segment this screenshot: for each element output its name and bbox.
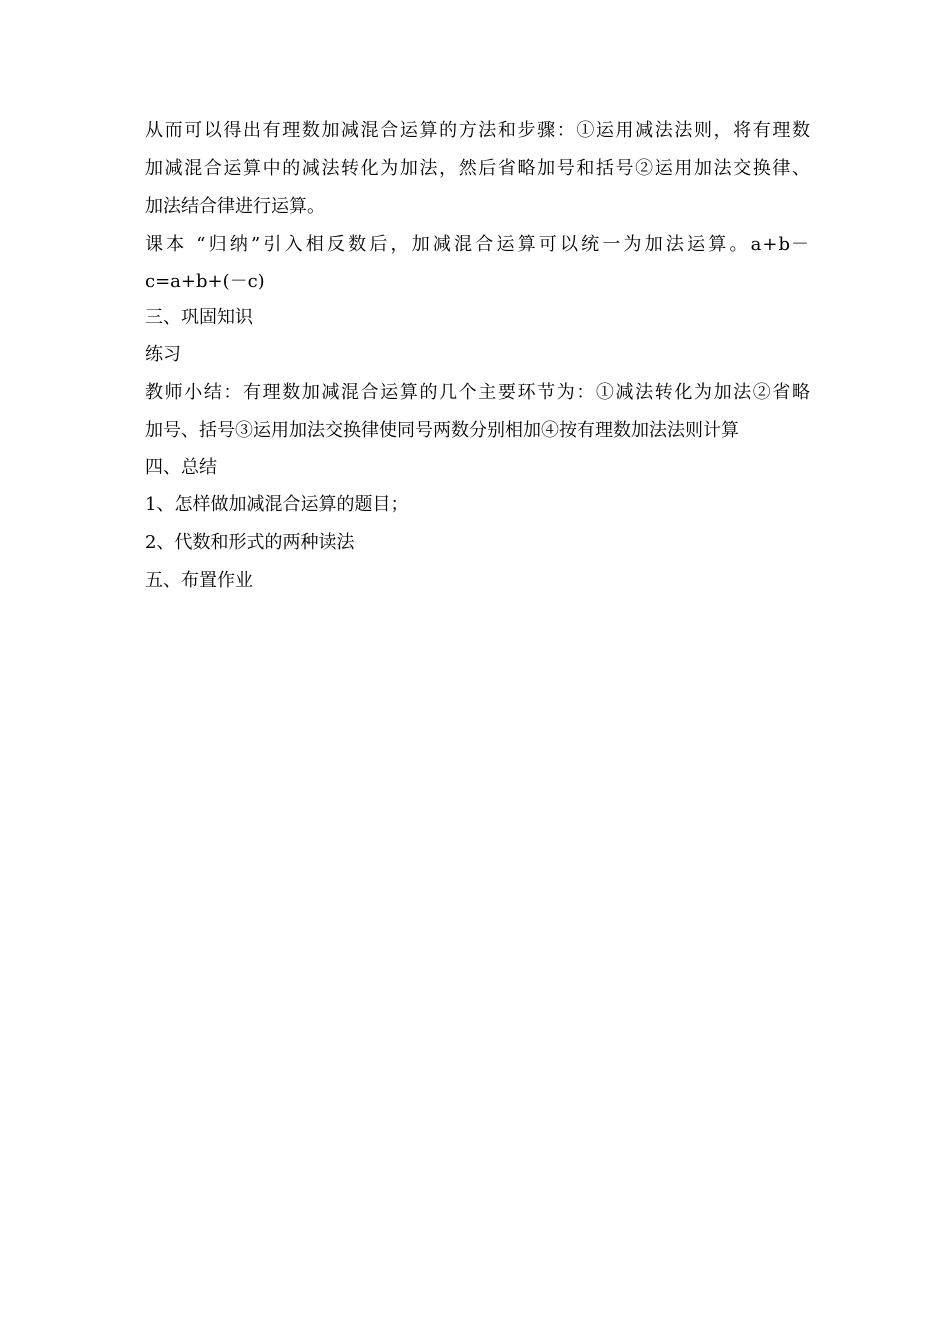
section-heading-consolidate: 三、巩固知识: [145, 307, 253, 328]
section-heading-homework: 五、布置作业: [145, 570, 253, 591]
exercise-label: 练习: [145, 344, 181, 365]
teacher-summary-line-2: 加号、括号③运用加法交换律使同号两数分别相加④按有理数加法法则计算: [145, 420, 739, 441]
summary-item-1: 1、怎样做加减混合运算的题目；: [145, 494, 409, 515]
paragraph-line-1: 从而可以得出有理数加减混合运算的方法和步骤：①运用减法法则，将有理数: [145, 120, 810, 141]
paragraph-line-4: 课本 “归纳”引入相反数后，加减混合运算可以统一为加法运算。a+b－: [145, 234, 810, 255]
summary-item-2: 2、代数和形式的两种读法: [145, 532, 355, 553]
teacher-summary-line-1: 教师小结：有理数加减混合运算的几个主要环节为：①减法转化为加法②省略: [145, 382, 810, 403]
document-body: [145, 112, 810, 600]
section-heading-summary: 四、总结: [145, 457, 217, 478]
formula-line: c=a+b+(－c): [145, 271, 265, 292]
paragraph-line-3: 加法结合律进行运算。: [145, 196, 325, 217]
paragraph-line-2: 加减混合运算中的减法转化为加法，然后省略加号和括号②运用加法交换律、: [145, 158, 810, 179]
